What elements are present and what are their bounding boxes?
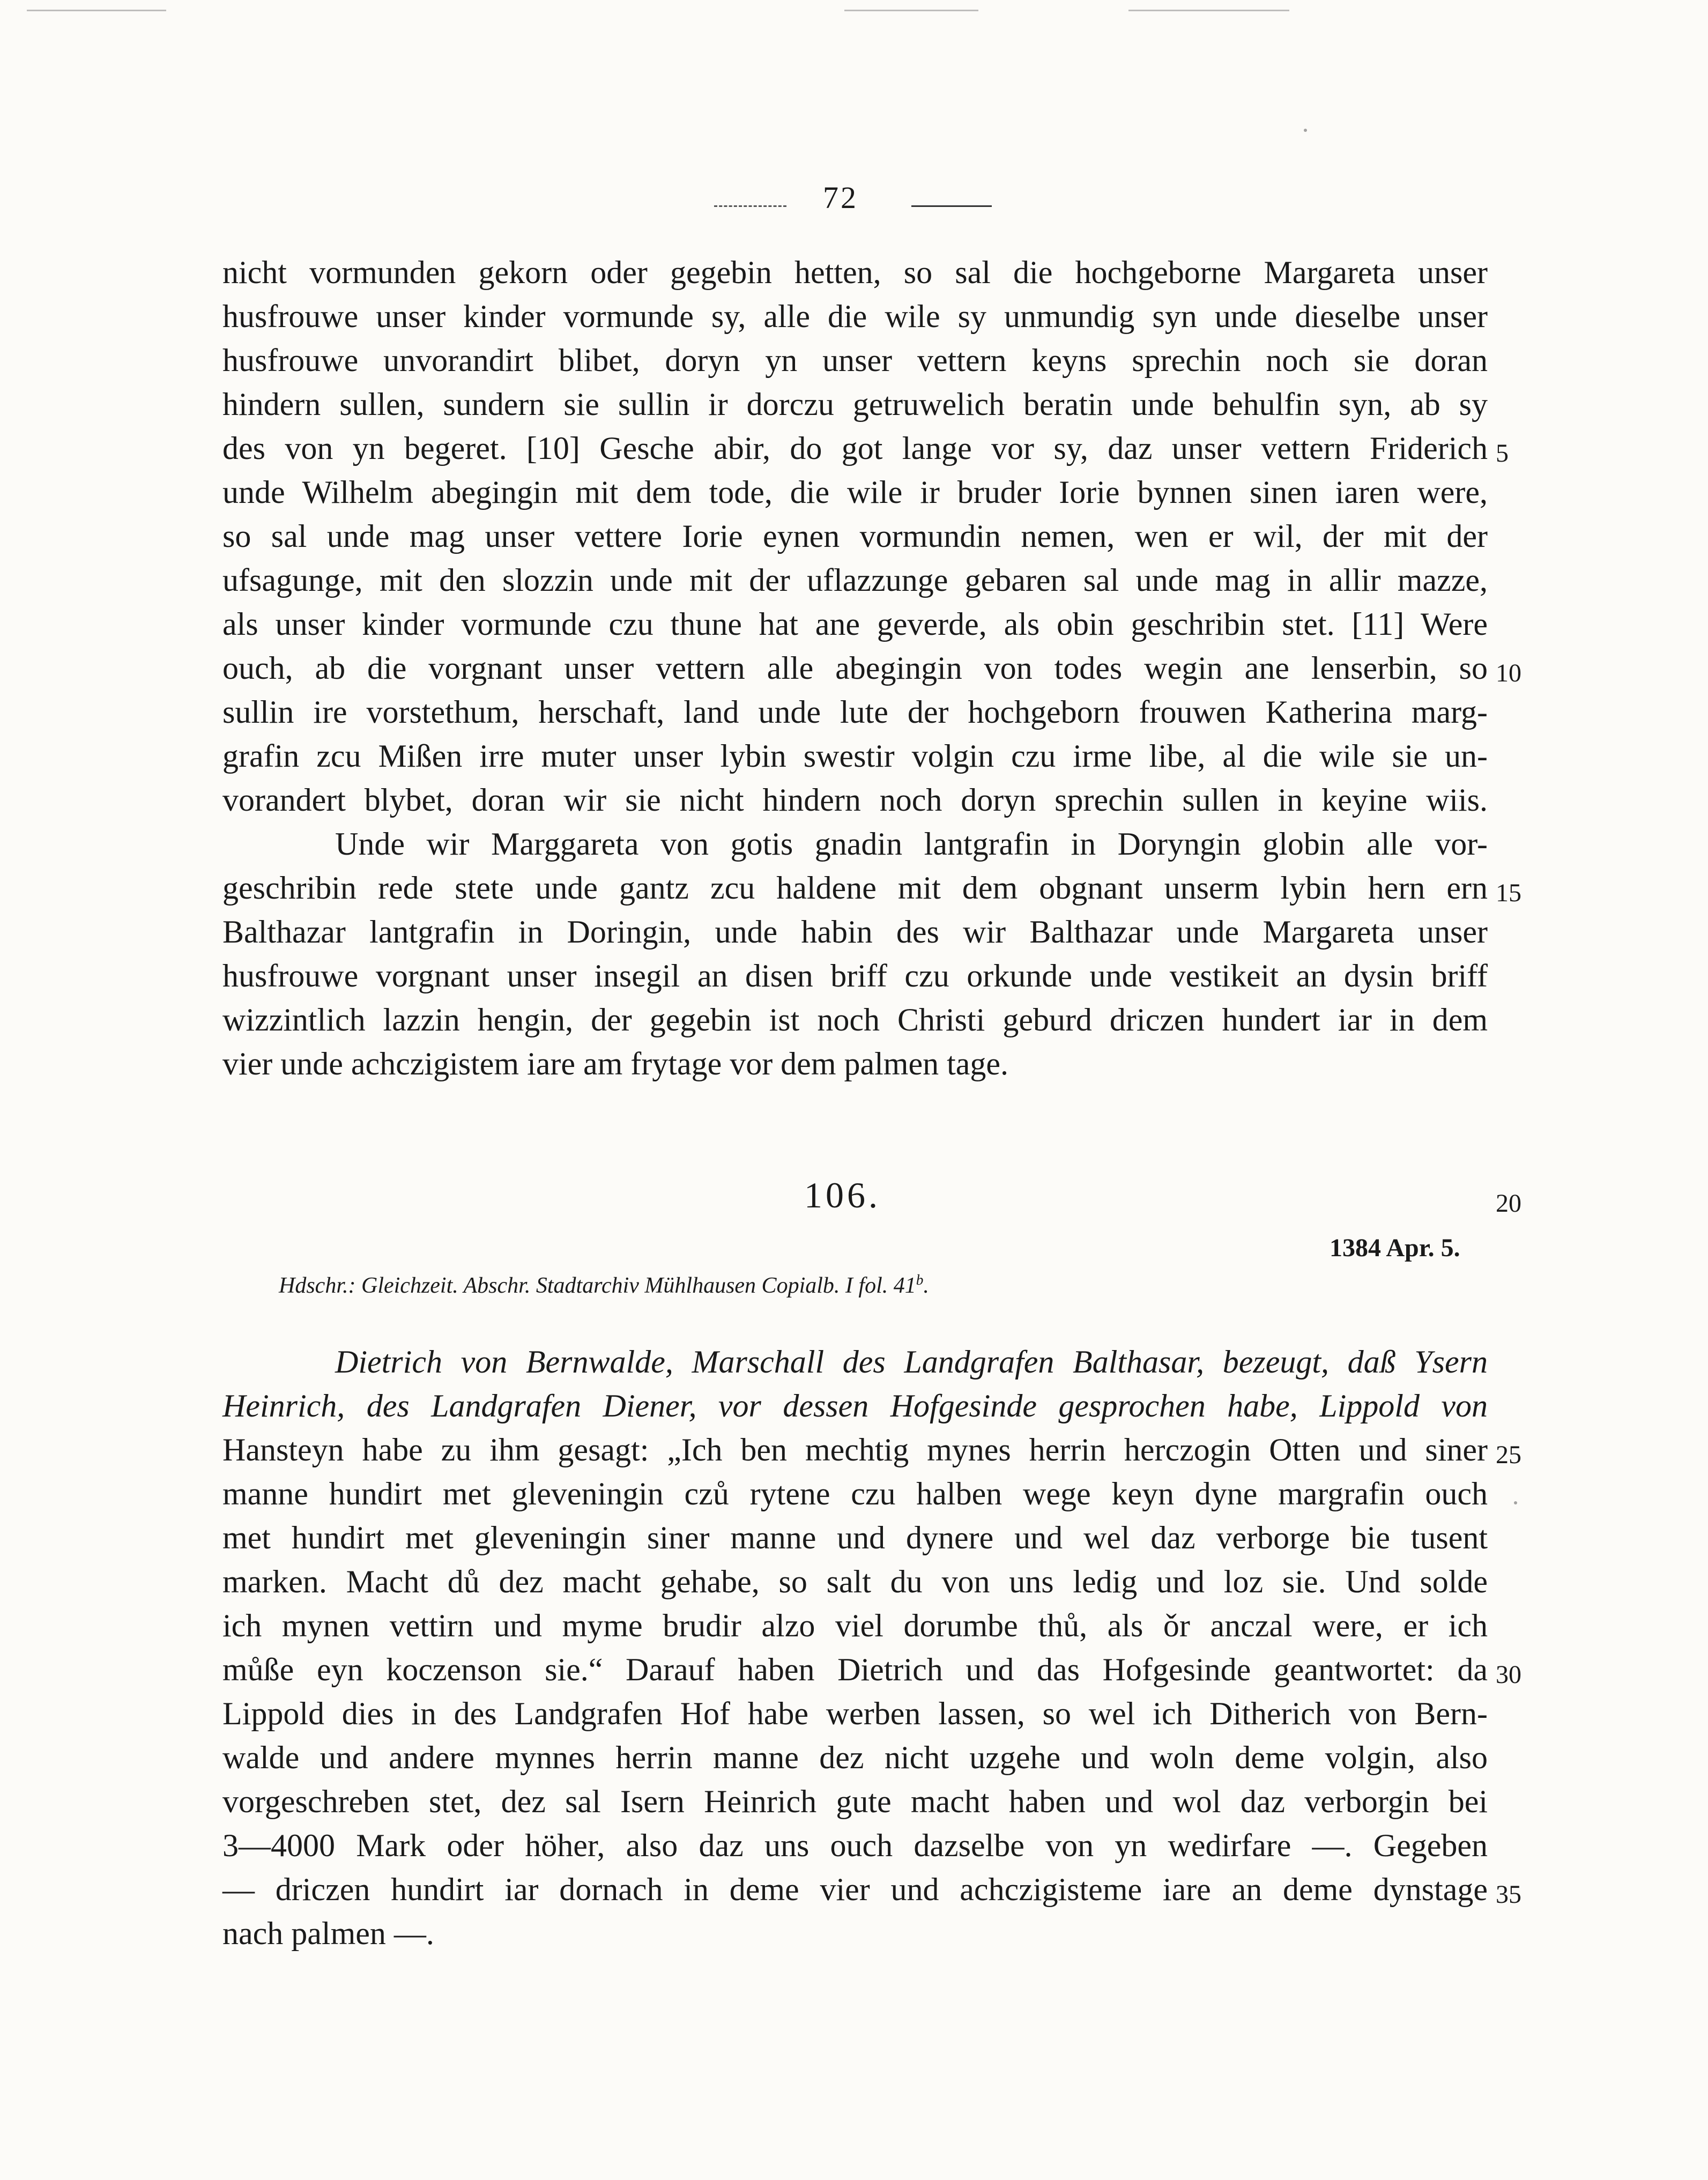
text-line: wizzintlich lazzin hengin, der gegebin ist noch Christi geburd driczen hundert iar in dem: [222, 1002, 1488, 1037]
text-line: nicht vormunden gekorn oder gegebin hetten, so sal die hochgeborne Margareta unser: [222, 255, 1488, 290]
scan-speck: [1514, 1501, 1517, 1504]
scan-speck: [1304, 129, 1307, 132]
source-text: Hdschr.: Gleichzeit. Abschr. Stadtarchiv Mühlhausen Copialb. I fol. 41: [279, 1273, 916, 1298]
regest-line: Heinrich, des Landgrafen Diener, vor dessen Hofgesinde gesprochen habe, Lippold von: [222, 1388, 1488, 1423]
text-line: můße eyn koczenson sie.“ Darauf haben Dietrich und das Hofgesinde geantwortet: da: [222, 1652, 1488, 1687]
text-line: 3—4000 Mark oder höher, also daz uns ouch dazselbe von yn wedirfare —. Gegeben: [222, 1828, 1488, 1863]
text-line: Lippold dies in des Landgrafen Hof habe werben lassen, so wel ich Ditherich von Bern-: [222, 1696, 1488, 1731]
text-line: met hundirt met gleveningin siner manne und dynere und wel daz verborge bie tusent: [222, 1520, 1488, 1555]
text-line: ich mynen vettirn und myme brudir alzo viel dorumbe thů, als ǒr anczal were, er ich: [222, 1608, 1488, 1643]
text-line: manne hundirt met gleveningin czů rytene czu halben wege keyn dyne margrafin ouch: [222, 1476, 1488, 1511]
text-line: vier unde achczigistem iare am frytage vor dem palmen tage.: [222, 1046, 1009, 1081]
margin-line-number: 20: [1496, 1189, 1521, 1218]
source-folio-sup: b: [916, 1272, 924, 1288]
text-line: marken. Macht dů dez macht gehabe, so salt du von uns ledig und loz sie. Und solde: [222, 1564, 1488, 1599]
text-line: geschribin rede stete unde gantz zcu haldene mit dem obgnant unserm lybin hern ern: [222, 870, 1488, 906]
page-number: 72: [823, 180, 858, 215]
margin-line-number: 15: [1496, 879, 1521, 907]
margin-line-number: 35: [1496, 1880, 1521, 1909]
text-line: nach palmen —.: [222, 1916, 434, 1951]
text-line: — driczen hundirt iar dornach in deme vier und achczigisteme iare an deme dynstage: [222, 1872, 1488, 1907]
text-line: als unser kinder vormunde czu thune hat ane geverde, als obin geschribin stet. [11] Were: [222, 606, 1488, 642]
scan-edge-mark: [27, 10, 166, 11]
document-date: 1384 Apr. 5.: [1330, 1234, 1460, 1262]
text-line: Balthazar lantgrafin in Doringin, unde habin des wir Balthazar unde Margareta unser: [222, 914, 1488, 950]
text-line: vorandert blybet, doran wir sie nicht hindern noch doryn sprechin sullen in keyine wiis.: [222, 782, 1488, 818]
text-line: husfrouwe vorgnant unser insegil an disen briff czu orkunde unde vestikeit an dysin briff: [222, 958, 1488, 993]
text-line: walde und andere mynnes herrin manne dez nicht uzgehe und woln deme volgin, also: [222, 1740, 1488, 1775]
margin-line-number: 25: [1496, 1441, 1521, 1469]
text-line: husfrouwe unser kinder vormunde sy, alle die wile sy unmundig syn unde dieselbe unser: [222, 299, 1488, 334]
text-line: sullin ire vorstethum, herschaft, land unde lute der hochgeborn frouwen Katherina marg-: [222, 694, 1488, 730]
text-line: des von yn begeret. [10] Gesche abir, do got lange vor sy, daz unser vettern Friderich: [222, 431, 1488, 466]
source-note: Hdschr.: Gleichzeit. Abschr. Stadtarchiv Mühlhausen Copialb. I fol. 41$^b$.: [279, 1272, 929, 1298]
text-line: ouch, ab die vorgnant unser vettern alle abegingin von todes wegin ane lenserbin, so: [222, 650, 1488, 686]
text-line: Hansteyn habe zu ihm gesagt: „Ich ben mechtig mynes herrin herczogin Otten und siner: [222, 1432, 1488, 1467]
header-dash-left: [714, 205, 786, 207]
header-dash-right: [911, 205, 992, 207]
text-line: so sal unde mag unser vettere Iorie eynen vormundin nemen, wen er wil, der mit der: [222, 518, 1488, 554]
scan-edge-mark: [1128, 10, 1289, 11]
text-line: unde Wilhelm abegingin mit dem tode, die wile ir bruder Iorie bynnen sinen iaren were,: [222, 474, 1488, 510]
text-line: vorgeschreben stet, dez sal Isern Heinrich gute macht haben und wol daz verborgin bei: [222, 1784, 1488, 1819]
margin-line-number: 10: [1496, 659, 1521, 687]
page-header: [708, 180, 1008, 223]
margin-line-number: 30: [1496, 1660, 1521, 1689]
text-line: grafin zcu Mißen irre muter unser lybin swestir volgin czu irme libe, al die wile sie un-: [222, 738, 1488, 774]
regest-line: Dietrich von Bernwalde, Marschall des Landgrafen Balthasar, bezeugt, daß Ysern: [335, 1344, 1488, 1380]
text-line: hindern sullen, sundern sie sullin ir dorczu getruwelich beratin unde behulfin syn, ab sy: [222, 387, 1488, 422]
text-line: ufsagunge, mit den slozzin unde mit der uflazzunge gebaren sal unde mag in allir mazze,: [222, 562, 1488, 598]
text-line: Unde wir Marggareta von gotis gnadin lantgrafin in Doryngin globin alle vor-: [335, 826, 1488, 862]
text-line: husfrouwe unvorandirt blibet, doryn yn unser vettern keyns sprechin noch sie doran: [222, 343, 1488, 378]
document-number: 106.: [804, 1175, 881, 1215]
scan-edge-mark: [844, 10, 978, 11]
margin-line-number: 5: [1496, 439, 1509, 468]
